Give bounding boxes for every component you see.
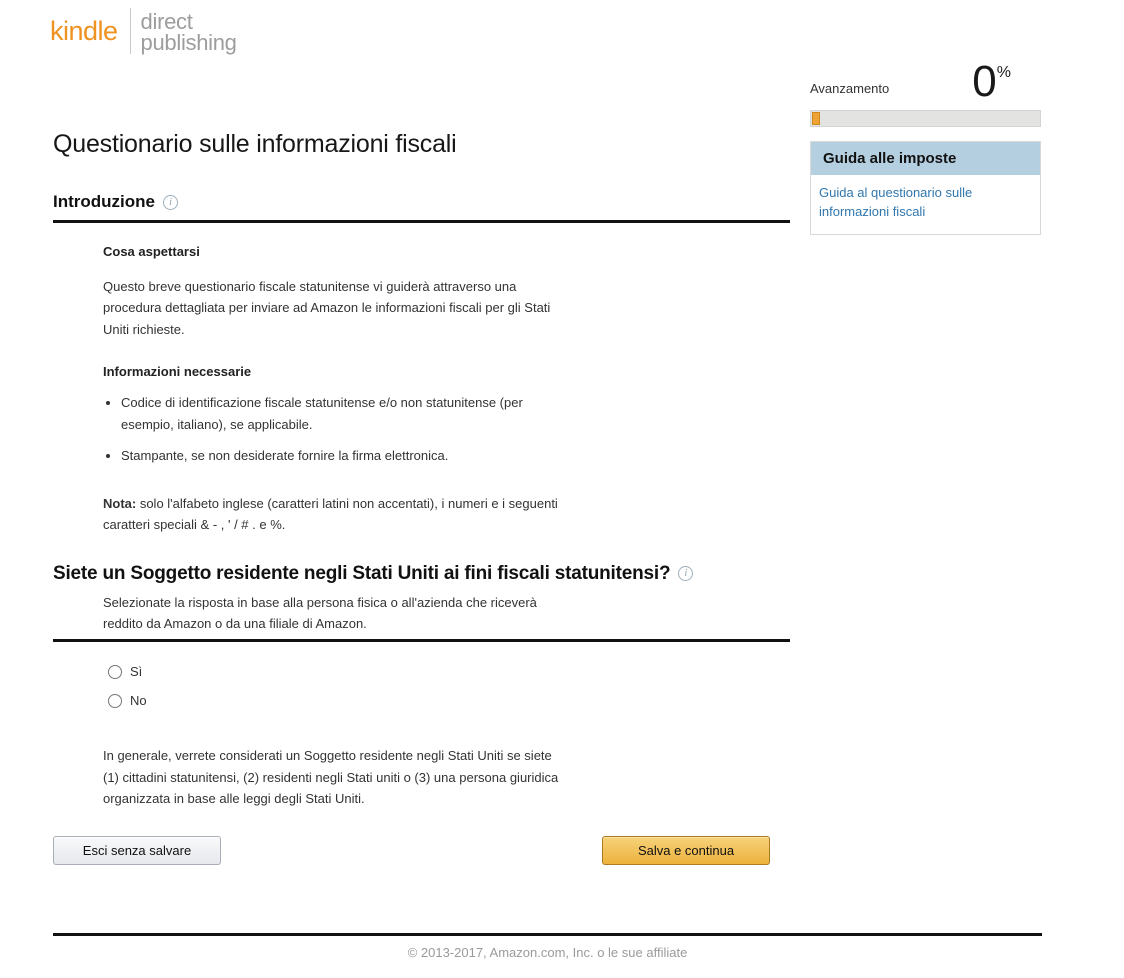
footer bbox=[53, 933, 1042, 962]
list-item: • Stampante, se non desiderate fornire la firma elettronica. bbox=[121, 445, 561, 466]
progress-header bbox=[810, 57, 1041, 106]
logo-direct: direct bbox=[140, 9, 193, 35]
tax-guide-box bbox=[810, 141, 1041, 235]
direct-publishing-logo-text bbox=[141, 8, 237, 54]
kindle-logo-text: kindle bbox=[50, 15, 118, 46]
progress-unit: % bbox=[996, 64, 1011, 81]
expect-body: Questo breve questionario fiscale statunitense vi guiderà attraverso una procedura dettagliata per inviare ad Amazon le informazioni fiscali per gli Stati Uniti richieste. bbox=[103, 279, 551, 337]
question-section-header bbox=[53, 563, 790, 585]
radio-yes[interactable] bbox=[108, 665, 122, 679]
note-body: solo l'alfabeto inglese (caratteri latini non accentati), i numeri e i seguenti caratteri speciali & - , ' / # . e %. bbox=[103, 495, 558, 533]
required-title: Informazioni necessarie bbox=[103, 364, 252, 380]
note-paragraph bbox=[103, 493, 561, 536]
intro-body bbox=[103, 244, 561, 536]
intro-section-header bbox=[53, 192, 790, 212]
logo-publishing: publishing bbox=[140, 30, 237, 55]
sidebar bbox=[810, 57, 1041, 235]
option-no-label: No bbox=[130, 693, 147, 709]
expect-title: Cosa aspettarsi bbox=[103, 244, 200, 259]
info-icon[interactable]: i bbox=[678, 566, 693, 581]
required-list bbox=[103, 392, 561, 466]
tax-guide-title: Guida alle imposte bbox=[811, 142, 1040, 175]
save-and-continue-button[interactable]: Salva e continua bbox=[602, 836, 770, 865]
progress-label: Avanzamento bbox=[810, 80, 890, 96]
progress-value-wrap bbox=[972, 57, 1011, 106]
residency-options bbox=[108, 657, 790, 715]
action-bar bbox=[53, 836, 790, 865]
exit-without-saving-button[interactable]: Esci senza salvare bbox=[53, 836, 221, 865]
option-yes-row[interactable] bbox=[108, 657, 790, 686]
note-label: Nota: bbox=[103, 495, 137, 511]
progress-value: 0 bbox=[972, 57, 997, 106]
question-subtext: Selezionate la risposta in base alla persona fisica o all'azienda che riceverà reddito da Amazon o da una filiale di Amazon. bbox=[103, 594, 537, 631]
copyright-text: © 2013-2017, Amazon.com, Inc. o le sue affiliate bbox=[407, 945, 688, 960]
info-icon[interactable]: i bbox=[163, 195, 178, 210]
kdp-logo bbox=[50, 8, 237, 54]
page-title: Questionario sulle informazioni fiscali bbox=[53, 130, 457, 158]
logo-divider bbox=[130, 8, 131, 54]
main-content bbox=[53, 130, 790, 810]
tax-guide-body bbox=[811, 175, 1040, 234]
section-divider bbox=[53, 220, 790, 223]
list-item: • Codice di identificazione fiscale statunitense e/o non statunitense (per esempio, italiano), se applicabile. bbox=[121, 392, 561, 435]
option-yes-label: Sì bbox=[130, 664, 143, 680]
intro-heading: Introduzione bbox=[53, 192, 155, 211]
progress-bar bbox=[810, 110, 1041, 127]
tax-guide-link[interactable]: Guida al questionario sulle informazioni fiscali bbox=[819, 184, 973, 220]
radio-no[interactable] bbox=[108, 694, 122, 708]
section-divider bbox=[53, 639, 790, 642]
option-no-row[interactable] bbox=[108, 686, 790, 715]
question-explanation: In generale, verrete considerati un Soggetto residente negli Stati Uniti se siete (1) cittadini statunitensi, (2) residenti negli Stati uniti o (3) una persona giuridica organizzata in base alle leggi degli Stati Uniti. bbox=[103, 748, 559, 807]
progress-bar-fill bbox=[812, 112, 820, 125]
question-heading: Siete un Soggetto residente negli Stati Uniti ai fini fiscali statunitensi? bbox=[53, 562, 671, 584]
